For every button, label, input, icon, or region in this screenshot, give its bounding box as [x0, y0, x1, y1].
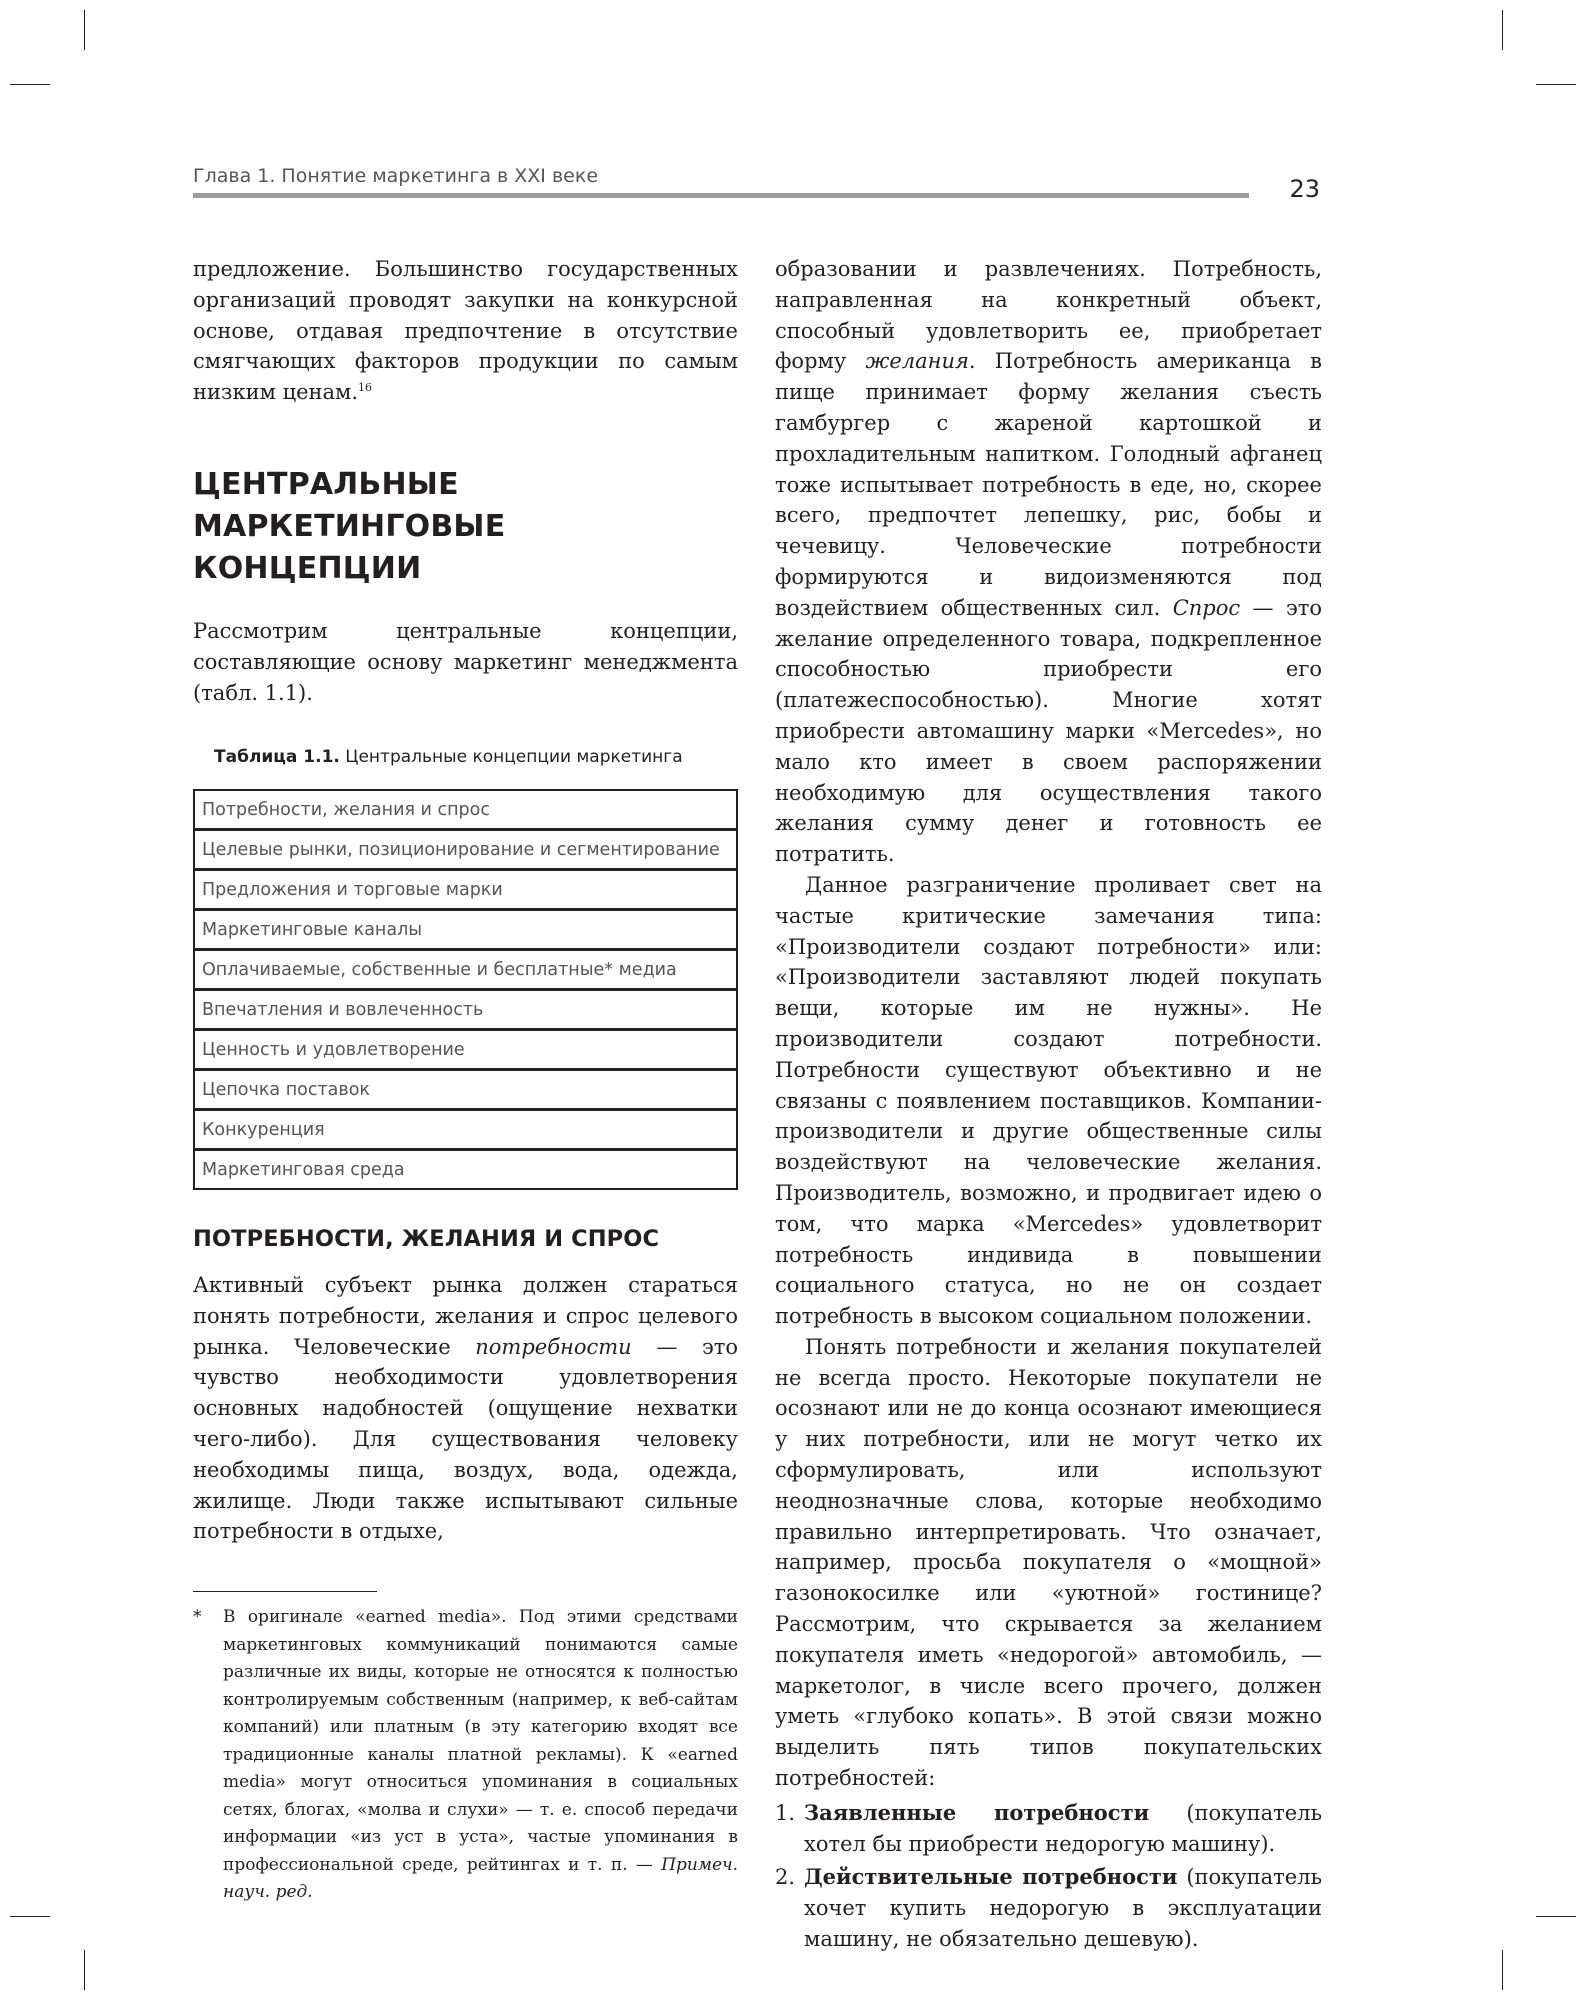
crop-mark — [10, 1916, 50, 1917]
crop-mark — [84, 1950, 85, 1990]
table-row: Потребности, желания и спрос — [195, 791, 736, 831]
intro-paragraph: Рассмотрим центральные концепции, составляющие основу маркетинг менеджмента (табл. 1.1). — [193, 618, 738, 705]
paragraph: Данное разграничение проливает свет на частые критические замечания типа: «Производители создают потребности» или: «Производители заставляют людей покупать вещи, которые им не нужны». Не производители создают потребности. Потребности существуют объективно и не связаны с появлением поставщиков. Компании-производители и другие общественные силы воздействуют на человеческие желания. Производитель, возможно, и продвигает идею о том, что марка «Mercedes» удовлетворит потребность индивида в повышении социального статуса, но не он создает потребность в высоком социальном положении. — [775, 872, 1322, 1329]
footnote-text: В оригинале «earned media». Под этими средствами маркетинговых коммуникаций понимаются самые различные их виды, которые не относятся к полностью контролируемым собственным (например, к веб-сайтам компаний) или платным (в эту категорию входят все традиционные каналы платной рекламы). К «earned media» могут относиться упоминания в социальных сетях, блогах, «молва и слухи» — т. е. способ передачи информации «из уст в уста», частые упоминания в профессиональной среде, рейтингах и т. п. — Примеч. науч. ред. — [223, 1607, 738, 1903]
subsection-title: ПОТРЕБНОСТИ, ЖЕЛАНИЯ И СПРОС — [193, 1225, 660, 1252]
table-row: Маркетинговые каналы — [195, 911, 736, 951]
table-row: Цепочка поставок — [195, 1071, 736, 1111]
crop-mark — [1536, 84, 1576, 85]
footnote-rule — [193, 1591, 377, 1592]
paragraph: предложение. Большинство государственных организаций проводят закупки на конкурсной основе, отдавая предпочтение в отсутствие смягчающих факторов продукции по самым низким ценам.$^{16}$ — [193, 257, 738, 405]
right-column — [775, 254, 1322, 1958]
footnote — [193, 1604, 738, 1907]
table-row: Ценность и удовлетворение — [195, 1031, 736, 1071]
table-row: Маркетинговая среда — [202, 1159, 405, 1180]
paragraph: Активный субъект рынка должен стараться понять потребности, желания и спрос целевого рынка. Человеческие потребности — это чувство необходимости удовлетворения основных надобностей (ощущение нехватки чего-либо). Для существования человеку необходимы пища, воздух, вода, одежда, жилище. Люди также испытывают сильные потребности в отдыхе, — [193, 1272, 739, 1544]
list-item: 2. Действительные потребности (покупатель хочет купить недорогую в эксплуатации машину, не обязательно дешевую). — [775, 1864, 1322, 1952]
footnote-mark: * — [193, 1607, 202, 1628]
table-row: Оплачиваемые, собственные и бесплатные* медиа — [195, 951, 736, 991]
footnote-reference: 16 — [358, 381, 373, 395]
table-caption: Таблица 1.1. Центральные концепции маркетинга — [214, 746, 683, 767]
page-number: 23 — [1289, 175, 1320, 203]
needs-list — [775, 1798, 1322, 1955]
crop-mark — [84, 10, 85, 50]
crop-mark — [1502, 1950, 1503, 1990]
crop-mark — [10, 84, 50, 85]
table-row: Конкуренция — [195, 1111, 736, 1151]
crop-mark — [1536, 1916, 1576, 1917]
paragraph: образовании и развлечениях. Потребность, направленная на конкретный объект, способный удовлетворить ее, приобретает форму желания. Потребность американца в пище принимает форму желания съесть гамбургер с жареной картошкой и прохладительным напитком. Голодный афганец тоже испытывает потребность в еде, но, скорее всего, предпочтет лепешку, рис, бобы и чечевицу. Человеческие потребности формируются и видоизменяются под воздействием общественных сил. Спрос — это желание определенного товара, подкрепленное способностью приобрести его (платежеспособностью). Многие хотят приобрести автомашину марки «Mercedes», но мало кто имеет в своем распоряжении необходимую для осуществления такого желания сумму денег и готовность ее потратить. — [775, 257, 1323, 867]
table-row: Предложения и торговые марки — [195, 871, 736, 911]
concepts-table — [193, 789, 738, 1190]
header-rule — [193, 193, 1249, 198]
table-row: Целевые рынки, позиционирование и сегментирование — [195, 831, 736, 871]
table-row: Впечатления и вовлеченность — [195, 991, 736, 1031]
crop-mark — [1502, 10, 1503, 50]
paragraph: Понять потребности и желания покупателей не всегда просто. Некоторые покупатели не осознают или не до конца осознают имеющиеся у них потребности, или не могут четко их сформулировать, или используют неоднозначные слова, которые необходимо правильно интерпретировать. Что означает, например, просьба покупателя о «мощной» газонокосилке или «уютной» гостинице? Рассмотрим, что скрывается за желанием покупателя иметь «недорогой» автомобиль, — маркетолог, в числе всего прочего, должен уметь «глубоко копать». В этой связи можно выделить пять типов покупательских потребностей: — [775, 1334, 1322, 1791]
section-title: ЦЕНТРАЛЬНЫЕ МАРКЕТИНГОВЫЕ КОНЦЕПЦИИ — [193, 466, 506, 586]
running-head: Глава 1. Понятие маркетинга в XXI веке — [193, 165, 599, 187]
left-column — [193, 254, 738, 1907]
list-item: 1. Заявленные потребности (покупатель хотел бы приобрести недорогую машину). — [775, 1799, 1323, 1856]
